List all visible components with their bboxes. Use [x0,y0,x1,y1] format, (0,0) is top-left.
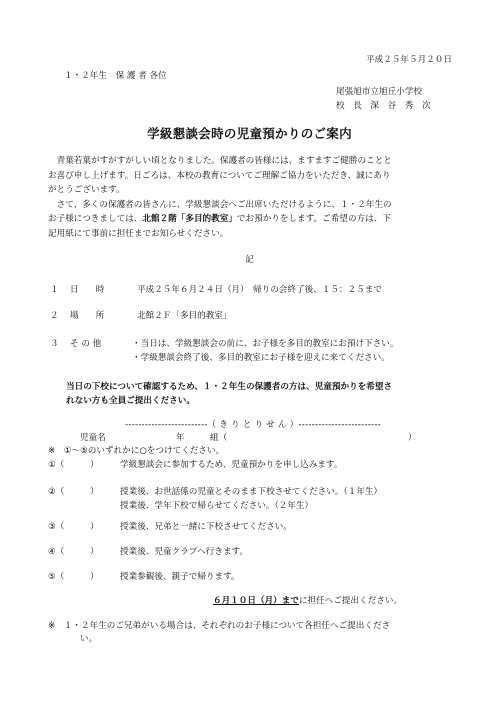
detail-value-other-1: ・当日は、学級懇談会の前に、お子様を多目的教室にお預け下さい。 [132,339,399,349]
detail-value-date: 平成２５年６月２４日（月） 帰りの会終了後、１５：２５まで [137,285,382,295]
notice-line-1: 当日の下校について確認するため、１・２年生の保護者の方は、児童預かりを希望さ [66,382,393,392]
location-highlight: 北館２階「多目的教室」 [142,214,237,224]
option-text-5: 授業参観後、親子で帰ります。 [120,572,240,582]
footnote-line-1: ※ １・２年生のご兄弟がいる場合は、それぞれのお子様について各担任へご提出くださ [48,621,391,631]
close-paren: ） [408,433,417,443]
option-checkbox-1[interactable]: ①（ ） [48,460,99,470]
detail-number: ２ [50,311,59,321]
form-instruction: ※ ①～⑤のいずれかに○をつけてください。 [48,446,225,456]
notice-line-2: れない方も全員ご提出ください。 [66,396,195,406]
page-title: 学級懇談会時の児童預かりのご案内 [147,126,352,141]
child-name-label: 児童名 [80,433,106,443]
intro-line: がとうございます。 [48,185,125,195]
detail-label-place: 場 所 [70,311,105,321]
option-text-3: 授業後、兄弟と一緒に下校させてください。 [120,522,292,532]
recipient: １・２年生 保 護 者 各位 [64,71,167,81]
intro-text: お子様につきましては、 [48,214,143,224]
school-name: 尾張旭市立旭丘小学校 [336,87,422,97]
detail-label-other: そ の 他 [70,339,102,349]
ki-heading: 記 [245,255,254,265]
option-text-4: 授業後、児童クラブへ行きます。 [120,547,249,557]
option-checkbox-3[interactable]: ③（ ） [48,522,99,532]
principal-name: 校 長 深 谷 秀 次 [336,101,431,111]
option-checkbox-4[interactable]: ④（ ） [48,547,99,557]
detail-value-place: 北館２Ｆ「多目的教室」 [137,311,232,321]
detail-label-date: 日 時 [70,285,105,295]
detail-number: １ [50,285,59,295]
grade-label: 年 [176,433,185,443]
deadline-date: ６月１０日（月）まで [213,596,299,606]
option-checkbox-5[interactable]: ⑤（ ） [48,572,99,582]
intro-line [48,212,458,227]
option-checkbox-2[interactable]: ②（ ） [48,487,99,497]
document-date: 平成２５年５月２０日 [366,55,452,65]
class-label: 組（ [210,433,228,443]
option-text-2: 授業後、お世話係の児童とそのまま下校させてください。（１年生） [120,487,383,497]
detail-value-other-2: ・学級懇談会終了後、多目的教室にお子様を迎えに来てください。 [132,353,390,363]
intro-line: 青葉若葉がすがすがしい頃となりました。保護者の皆様には、ますますご健勝のことと [48,156,392,166]
deadline-rest: に担任へご提出ください。 [298,596,403,606]
option-text-1: 学級懇談会に参加するため、児童預かりを申し込みます。 [120,460,343,470]
deadline [213,596,402,608]
footnote-line-2: い。 [80,634,98,644]
option-text-2b: 授業後、学年下校で帰らせてください。（２年生） [120,501,314,511]
intro-line: 記用紙にて事前に担任までお知らせください。 [48,228,229,239]
intro-line: さて、多くの保護者の皆さんに、学級懇談会へご出席いただけるように、１・２年生の [48,199,392,210]
intro-text: でお預かりをします。ご希望の方は、下 [236,214,391,224]
cut-line: -------------------------（ き り と り せ ん ）------------------------- [125,420,381,430]
intro-line: お喜び申し上げます。日ごろは、本校の教育についてご理解ご協力をいただき、誠にあり [48,170,391,181]
intro-paragraph [48,154,458,241]
detail-number: ３ [50,339,59,349]
